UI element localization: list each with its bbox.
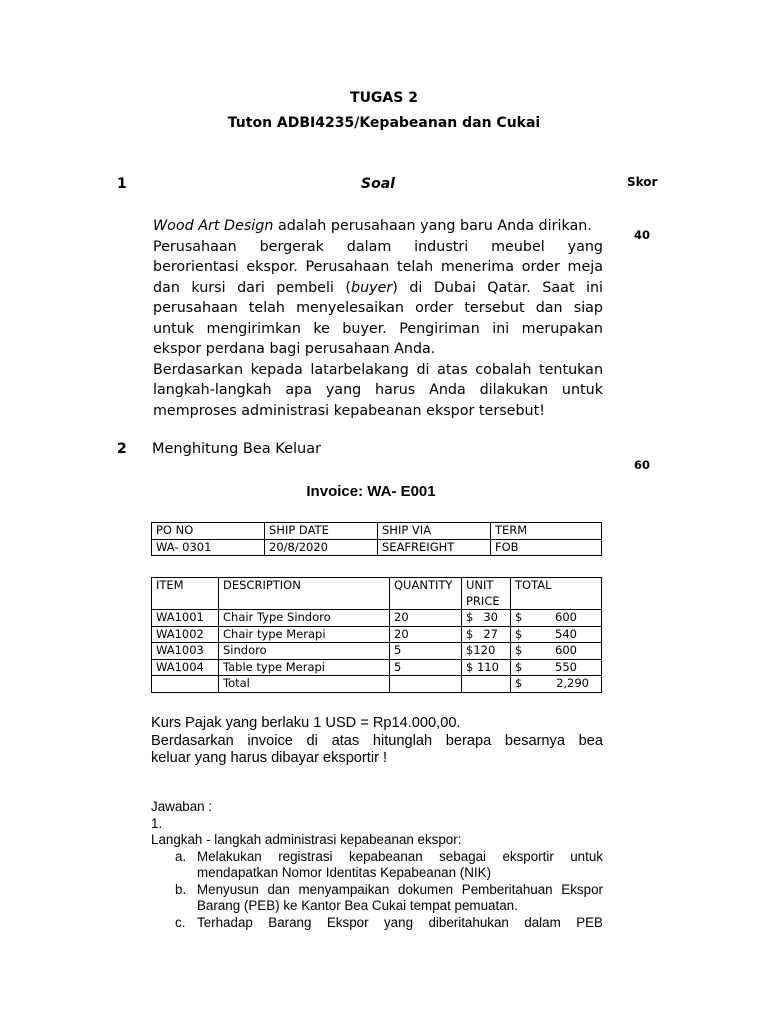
header-cell: ITEM bbox=[152, 578, 219, 610]
total-value: $ 2,290 bbox=[511, 676, 602, 693]
header-cell: SHIP DATE bbox=[265, 523, 378, 540]
header-cell: UNIT PRICE bbox=[462, 578, 511, 610]
cell: $ 600 bbox=[511, 610, 602, 627]
cell: Table type Merapi bbox=[219, 659, 390, 676]
q1-line-4: dan kursi dari pembeli (buyer) di Dubai Qatar. Saat ini bbox=[153, 279, 603, 296]
q1-line-5: perusahaan telah menyelesaikan order tersebut dan siap bbox=[153, 300, 603, 316]
kurs-line: Kurs Pajak yang berlaku 1 USD = Rp14.000,00. bbox=[151, 715, 461, 731]
cell: Sindoro bbox=[219, 643, 390, 660]
question-1-number: 1 bbox=[117, 176, 127, 192]
total-label: Total bbox=[219, 676, 390, 693]
table-row bbox=[152, 523, 602, 540]
question-1-skor: 40 bbox=[634, 228, 651, 242]
cell: WA- 0301 bbox=[152, 539, 265, 556]
invoice-title: Invoice: WA- E001 bbox=[306, 483, 436, 500]
cell: 20 bbox=[390, 610, 462, 627]
q1-line-7: ekspor perdana bagi perusahaan Anda. bbox=[153, 341, 436, 357]
question-2-skor: 60 bbox=[634, 458, 651, 472]
cell: 5 bbox=[390, 659, 462, 676]
kurs-text bbox=[151, 715, 603, 768]
table-row bbox=[152, 610, 602, 627]
table-row bbox=[152, 626, 602, 643]
header-cell: TERM bbox=[491, 523, 602, 540]
company-name: Wood Art Design bbox=[153, 218, 274, 234]
header-cell: QUANTITY bbox=[390, 578, 462, 610]
answer-number: 1. bbox=[151, 815, 163, 831]
cell: $ 110 bbox=[462, 659, 511, 676]
question-1-text bbox=[153, 216, 603, 421]
items-table bbox=[151, 577, 602, 693]
table-row bbox=[152, 539, 602, 556]
cell bbox=[152, 676, 219, 693]
q1-line-8: Berdasarkan kepada latarbelakang di atas cobalah tentukan bbox=[153, 361, 603, 378]
cell: 5 bbox=[390, 643, 462, 660]
q1-line-6: untuk mengirimkan ke buyer. Pengiriman ini merupakan bbox=[153, 320, 603, 337]
answer-section bbox=[151, 799, 603, 931]
cell: WA1002 bbox=[152, 626, 219, 643]
list-item: c. Terhadap Barang Ekspor yang diberitahukan dalam PEB bbox=[175, 914, 603, 930]
question-2-heading: Menghitung Bea Keluar bbox=[152, 441, 322, 457]
list-item: a. Melakukan registrasi kepabeanan sebagai eksportir untuk mendapatkan Nomor Identitas Kepabeanan (NIK) bbox=[175, 848, 603, 880]
q1-line-10: memproses administrasi kepabeanan ekspor tersebut! bbox=[153, 402, 545, 419]
cell: $ 600 bbox=[511, 643, 602, 660]
header-cell: SHIP VIA bbox=[378, 523, 491, 540]
cell: $120 bbox=[462, 643, 511, 660]
question-1-heading: Soal bbox=[361, 176, 395, 192]
document-subtitle: Tuton ADBI4235/Kepabeanan dan Cukai bbox=[227, 115, 541, 131]
kurs-line-3: keluar yang harus dibayar eksportir ! bbox=[151, 750, 388, 766]
list-item: b. Menyusun dan menyampaikan dokumen Pemberitahuan Ekspor Barang (PEB) ke Kantor Bea Cukai tempat pemuatan. bbox=[175, 881, 603, 913]
table-row bbox=[152, 676, 602, 693]
cell bbox=[390, 676, 462, 693]
cell bbox=[462, 676, 511, 693]
kurs-line-2: Berdasarkan invoice di atas hitunglah berapa besarnya bea bbox=[151, 732, 603, 749]
cell: $ 30 bbox=[462, 610, 511, 627]
cell: $ 550 bbox=[511, 659, 602, 676]
shipping-table bbox=[151, 522, 602, 556]
header-cell: DESCRIPTION bbox=[219, 578, 390, 610]
cell: WA1003 bbox=[152, 643, 219, 660]
table-row bbox=[152, 659, 602, 676]
q1-line-2: Perusahaan bergerak dalam industri meubel yang bbox=[153, 238, 603, 255]
answer-label: Jawaban : bbox=[151, 799, 213, 814]
q1-line-3: berorientasi ekspor. Perusahaan telah menerima order meja bbox=[153, 259, 603, 275]
table-row bbox=[152, 578, 602, 610]
cell: $ 27 bbox=[462, 626, 511, 643]
buyer-italic: buyer bbox=[351, 279, 393, 296]
cell: 20/8/2020 bbox=[265, 539, 378, 556]
cell: Chair type Merapi bbox=[219, 626, 390, 643]
question-2-number: 2 bbox=[117, 441, 127, 457]
answer-steps bbox=[175, 849, 603, 932]
document-title: TUGAS 2 bbox=[350, 90, 418, 106]
cell: Chair Type Sindoro bbox=[219, 610, 390, 627]
q1-line-9: langkah-langkah apa yang harus Anda dilakukan untuk bbox=[153, 382, 603, 398]
table-row bbox=[152, 643, 602, 660]
header-cell: TOTAL bbox=[511, 578, 602, 610]
cell: WA1001 bbox=[152, 610, 219, 627]
answer-intro: Langkah - langkah administrasi kepabeanan ekspor: bbox=[151, 832, 462, 847]
header-cell: PO NO bbox=[152, 523, 265, 540]
skor-label: Skor bbox=[627, 175, 658, 189]
cell: WA1004 bbox=[152, 659, 219, 676]
cell: 20 bbox=[390, 626, 462, 643]
cell: $ 540 bbox=[511, 626, 602, 643]
cell: FOB bbox=[491, 539, 602, 556]
cell: SEAFREIGHT bbox=[378, 539, 491, 556]
q1-line-1: adalah perusahaan yang baru Anda dirikan. bbox=[273, 218, 592, 234]
